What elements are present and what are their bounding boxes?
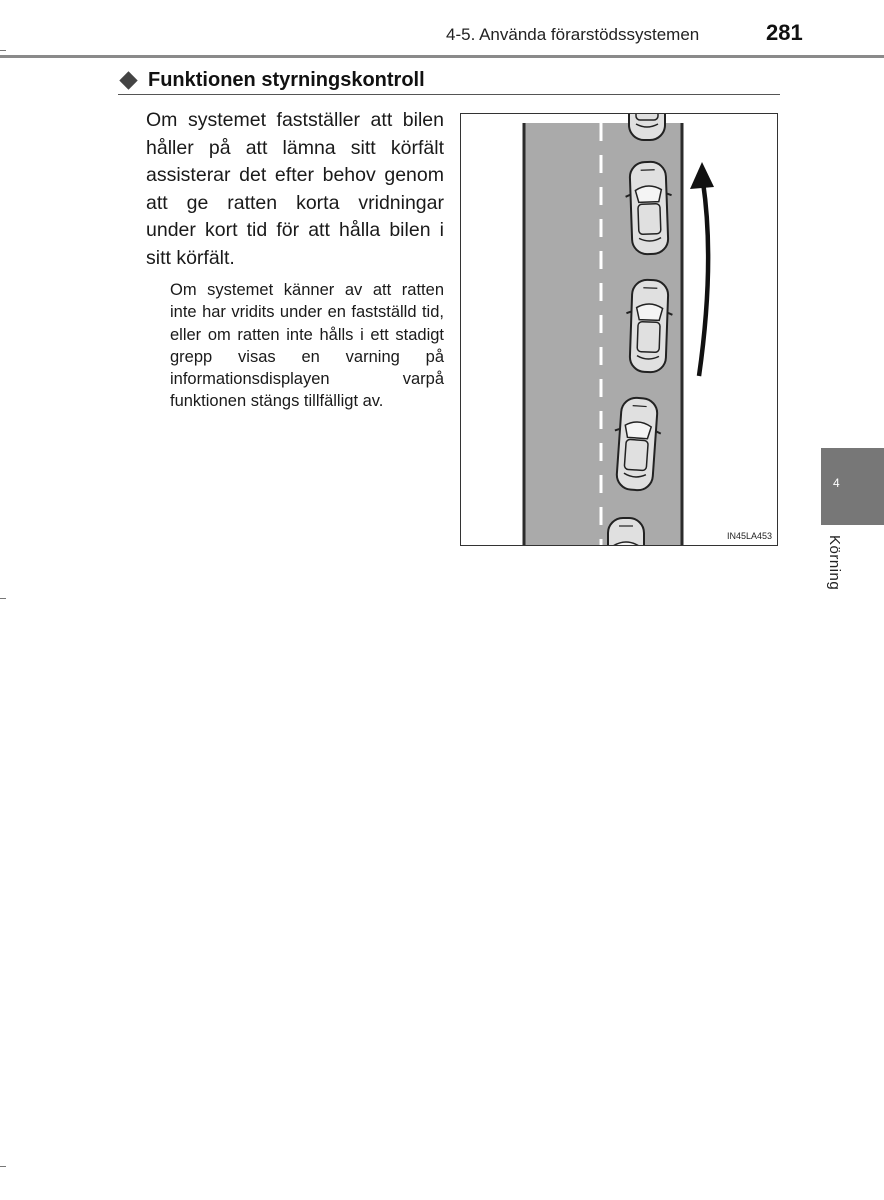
car-icon: [624, 279, 673, 373]
body-paragraph: Om systemet fastställer att bilen håller på att lämna sitt körfält assisterar det efter behov genom att ge ratten korta vridningar under kort tid för att hålla bilen i sitt körfält.: [146, 109, 444, 269]
chapter-tab: [821, 448, 884, 525]
lane-illustration: [460, 113, 778, 546]
section-title: 4-5. Använda förarstödssystemen: [446, 25, 700, 44]
diamond-bullet-icon: [119, 71, 137, 89]
page-number: 281: [766, 20, 803, 45]
header-rule: [0, 55, 884, 58]
chapter-number: 4: [833, 476, 840, 490]
steering-arrow-shaft: [699, 182, 708, 376]
crop-mark: [0, 1166, 6, 1167]
note-paragraph: Om systemet känner av att ratten inte har vridits under en fastställd tid, eller om ratten inte hålls i ett stadigt grepp visas en varning på informationsdisplayen varpå funktionen stängs tillfälligt av.: [170, 281, 444, 411]
heading-title: Funktionen styrningskontroll: [148, 69, 425, 91]
crop-mark: [0, 50, 6, 51]
section-heading: [118, 67, 780, 95]
chapter-label: Körning: [826, 535, 843, 591]
arrow-up-icon: [690, 162, 714, 189]
car-icon: [624, 161, 673, 255]
figure-id: IN45LA453: [726, 531, 772, 541]
road-svg: [461, 114, 778, 546]
crop-mark: [0, 598, 6, 599]
